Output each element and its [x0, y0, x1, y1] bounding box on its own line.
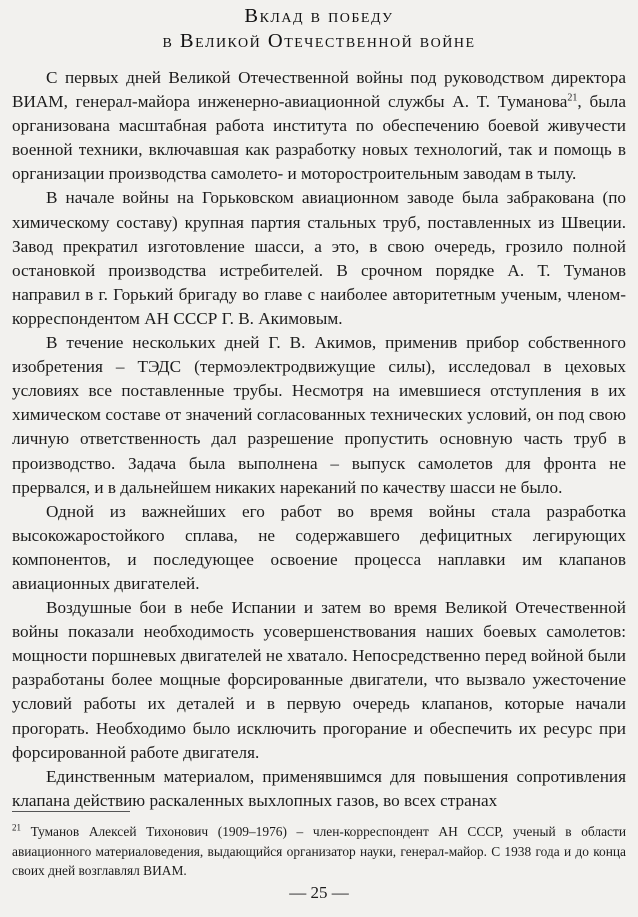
footnote	[12, 822, 626, 881]
footnote-text: Туманов Алексей Тихонович (1909–1976) – член-корреспондент АН СССР, ученый в области авиационного материаловедения, выдающийся организатор науки, генерал-майор. С 1938 года и до конца своих дней возглавлял ВИАМ.	[12, 824, 626, 878]
paragraph-4: Одной из важнейших его работ во время войны стала разработка высокожаростойкого сплава, не содержавшего дефицитных легирующих компонентов, и последующее освоение процесса наплавки им клапанов авиационных двигателей.	[12, 501, 626, 593]
paragraph-1	[12, 66, 626, 186]
title-line-2: в Великой Отечественной войне	[162, 30, 476, 52]
paragraph-5: Воздушные бои в небе Испании и затем во время Великой Отечественной войны показали необходимость усовершенствования наших боевых самолетов: мощности поршневых двигателей не хватало. Непосредственно перед войной были разработаны более мощные форсированные двигатели, что вызвало ужесточение условий работы их деталей и в первую очередь клапанов, которые начали прогорать. Необходимо было исключить прогорание и обеспечить их ресурс при форсированной работе двигателя.	[12, 598, 626, 762]
paragraph-1-end: , была организована масштабная работа института по обеспечению боевой живучести военной техники, включавшая как разработку новых технологий, так и помощь в организации производства самолето- и моторостроительным заводам в тылу.	[12, 92, 626, 184]
page-number: — 25 —	[289, 883, 349, 902]
body-text	[12, 66, 626, 813]
paragraph-6: Единственным материалом, применявшимся для повышения сопротивления клапана действию раскаленных выхлопных газов, во всех странах	[12, 766, 626, 810]
paragraph-1-start: С первых дней Великой Отечественной войны под руководством директора ВИАМ, генерал-майора инженерно-авиационной службы А. Т. Туманова	[12, 68, 626, 112]
footnote-divider	[12, 811, 130, 812]
paragraph-3: В течение нескольких дней Г. В. Акимов, применив прибор собственного изобретения – ТЭДС (термоэлектродвижущие силы), исследовал в цеховых условиях все поставленные трубы. Несмотря на имевшиеся отступления в их химическом составе от значений согласованных технических условий, он под свою личную ответственность дал разрешение пропустить основную часть труб в производство. Задача была выполнена – выпуск самолетов для фронта не прервался, и в дальнейшем никаких нареканий по качеству шасси не было.	[12, 333, 626, 497]
footnote-number: 21	[12, 822, 21, 833]
title-line-1: Вклад в победу	[244, 5, 394, 27]
footnote-ref-21[interactable]: 21	[567, 92, 578, 104]
page-title	[0, 4, 638, 54]
paragraph-2: В начале войны на Горьковском авиационном заводе была забракована (по химическому составу) крупная партия стальных труб, поставленных из Швеции. Завод прекратил изготовление шасси, а это, в свою очередь, грозило полной остановкой производства истребителей. В срочном порядке А. Т. Туманов направил в г. Горький бригаду во главе с наиболее авторитетным ученым, членом-корреспондентом АН СССР Г. В. Акимовым.	[12, 188, 626, 328]
